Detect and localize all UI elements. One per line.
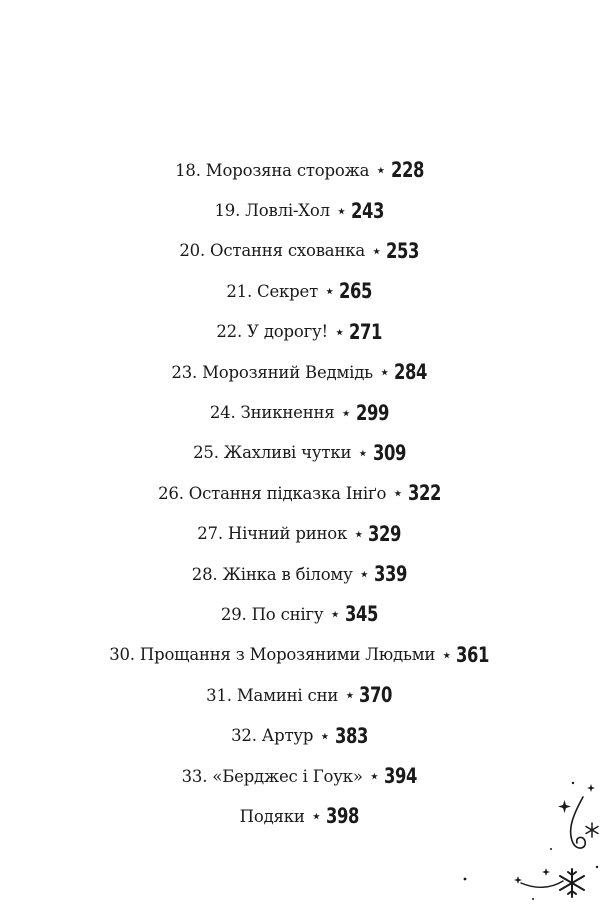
- toc-entry[interactable]: [0, 312, 600, 352]
- toc-entry[interactable]: [0, 190, 600, 230]
- entry-title: 30. Прощання з Морозяними Людьми: [109, 645, 436, 665]
- entry-title: 19. Ловлі-Хол: [214, 201, 330, 221]
- entry-title: 25. Жахливі чутки: [193, 443, 352, 463]
- entry-title: 33. «Берджес і Гоук»: [181, 766, 363, 786]
- toc-entry[interactable]: [0, 433, 600, 473]
- page-number: 361: [456, 642, 490, 667]
- page-number: 243: [351, 198, 385, 223]
- page-number: 309: [372, 440, 406, 465]
- entry-title: 32. Артур: [231, 726, 314, 746]
- toc-entry[interactable]: [0, 675, 600, 715]
- star-separator-icon: ⋆: [358, 564, 370, 586]
- star-separator-icon: ⋆: [371, 240, 383, 262]
- page-number: 345: [344, 602, 378, 627]
- page-number: 265: [339, 279, 373, 304]
- star-separator-icon: ⋆: [357, 442, 369, 464]
- entry-title: 23. Морозяний Ведмідь: [171, 362, 373, 382]
- star-separator-icon: ⋆: [353, 523, 365, 545]
- page-number: 299: [355, 400, 389, 425]
- page-number: 253: [386, 238, 420, 263]
- snowflake-ornament-icon: [455, 775, 600, 917]
- page-number: 394: [384, 764, 418, 789]
- star-separator-icon: ⋆: [335, 200, 348, 222]
- entry-title: 27. Нічний ринок: [197, 524, 348, 544]
- toc-entry[interactable]: [0, 392, 600, 432]
- page-number: 284: [394, 360, 428, 385]
- toc-entry[interactable]: [0, 514, 600, 554]
- entry-title: 28. Жінка в білому: [191, 564, 353, 584]
- toc-entry[interactable]: [0, 231, 600, 271]
- toc-entry[interactable]: [0, 352, 600, 392]
- page-number: 383: [334, 723, 368, 748]
- entry-title: Подяки: [239, 806, 305, 826]
- page-number: 322: [407, 481, 441, 506]
- toc-entry[interactable]: [0, 473, 600, 513]
- entry-title: 18. Морозяна сторожа: [175, 160, 370, 180]
- star-separator-icon: ⋆: [334, 321, 346, 343]
- table-of-contents: [0, 150, 600, 837]
- star-separator-icon: ⋆: [310, 806, 322, 828]
- page-number: 271: [349, 319, 383, 344]
- star-separator-icon: ⋆: [324, 281, 336, 303]
- entry-title: 31. Мамині сни: [206, 685, 339, 705]
- star-separator-icon: ⋆: [378, 362, 391, 384]
- page-number: 339: [373, 562, 407, 587]
- toc-entry[interactable]: [0, 715, 600, 755]
- star-separator-icon: ⋆: [441, 644, 453, 666]
- entry-title: 20. Остання схованка: [179, 241, 365, 261]
- star-separator-icon: ⋆: [329, 604, 341, 626]
- star-separator-icon: ⋆: [344, 685, 356, 707]
- entry-title: 26. Остання підказка Ініґо: [158, 483, 387, 503]
- toc-entry[interactable]: [0, 635, 600, 675]
- toc-entry[interactable]: [0, 554, 600, 594]
- toc-entry[interactable]: [0, 271, 600, 311]
- entry-title: 29. По снігу: [220, 604, 324, 624]
- page-number: 370: [359, 683, 393, 708]
- star-separator-icon: ⋆: [340, 402, 352, 424]
- toc-entry[interactable]: [0, 150, 600, 190]
- entry-title: 24. Зникнення: [209, 403, 335, 423]
- page-number: 329: [368, 521, 402, 546]
- star-separator-icon: ⋆: [375, 160, 387, 182]
- star-separator-icon: ⋆: [319, 725, 331, 747]
- page-number: 398: [325, 804, 359, 829]
- page-number: 228: [390, 158, 424, 183]
- entry-title: 21. Секрет: [226, 281, 319, 301]
- star-separator-icon: ⋆: [368, 766, 381, 788]
- star-separator-icon: ⋆: [392, 483, 404, 505]
- entry-title: 22. У дорогу!: [216, 322, 328, 342]
- toc-entry[interactable]: [0, 594, 600, 634]
